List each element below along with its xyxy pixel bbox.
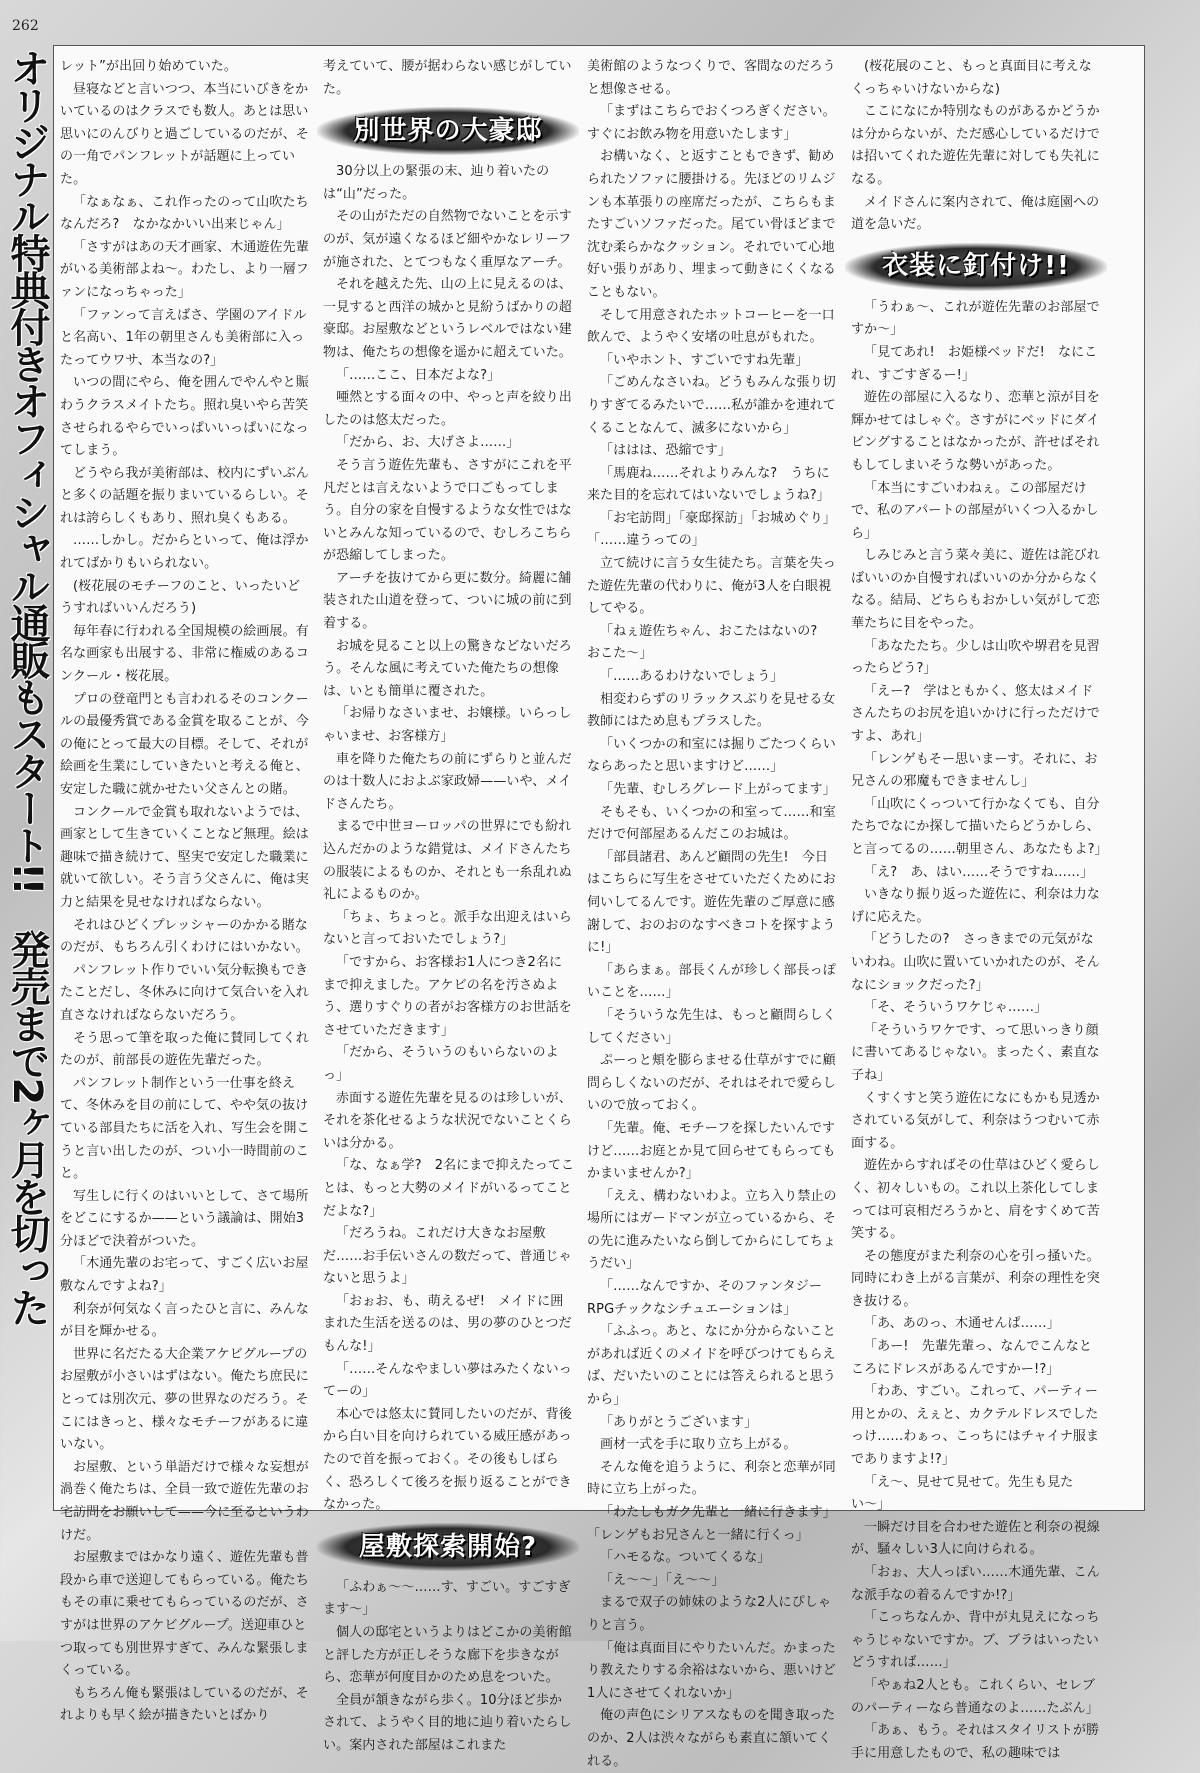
paragraph: 「いやホント、すごいですね先輩」 (600, 352, 809, 368)
paragraph: お城を見ること以上の驚きなどないだろう。そんな風に考えていた俺たちの想像は、いとも簡単に覆された。 (323, 638, 572, 699)
paragraph: そして用意されたホットコーヒーを一口飲んで、ようやく安堵の吐息がもれた。 (587, 307, 835, 346)
paragraph: 「あ、あのっ、木通せんぱ……」 (864, 1316, 1060, 1332)
section-heading: 衣装に釘付け!! (845, 243, 1107, 291)
paragraph: お屋敷、という単語だけで様々な妄想が渦巻く俺たちは、全員一致で遊佐先輩のお宅訪問をお願いして——今に至るというわけだ。 (60, 1459, 309, 1543)
paragraph: 30分以上の緊張の末、辿り着いたのは“山”だった。 (323, 164, 550, 202)
paragraph: プロの登竜門とも言われるそのコンクールの最優秀賞である金賞を取ることが、今の俺にとって最大の目標。そして、それが絵画を生業にしていきたいと考える俺と、安定した職に就かせたい父さんとの賭。 (60, 691, 309, 797)
paragraph: 「ですから、お客様お1人につき2名にまで抑えました。アケビの名を汚さぬよう、選りすぐりの者がお客様方のお世話をさせていただきます」 (323, 954, 572, 1038)
paragraph: 「俺は真面目にやりたいんだ。かまったり教えたりする余裕はないから、悪いけど1人にさせてくれないか」 (587, 1640, 836, 1701)
paragraph: 「馬鹿ね……それよりみんな? うちに来た目的を忘れてはいないでしょうね?」 (587, 465, 830, 504)
paragraph: 「なぁなぁ、これ作ったのって山吹たちなんだろ? なかなかいい出来じゃん」 (60, 194, 309, 233)
paragraph: 「うわぁ〜、これが遊佐先輩のお部屋ですか〜」 (851, 299, 1100, 338)
paragraph: メイドさんに案内されて、俺は庭園への道を急いだ。 (851, 194, 1100, 233)
section-heading: 屋敷探索開始? (317, 1523, 579, 1571)
paragraph: 「そういうな先生は、もっと顧問らしくしてください」 (587, 1007, 836, 1046)
paragraph: 「ありがとうございます」 (600, 1414, 758, 1430)
paragraph: お構いなく、と返すこともできず、勧められたソファに腰掛ける。先ほどのリムジンも本革張りの座席だったが、こちらもまたすごいソファだった。尾てい骨ほどまで沈む柔らかなクッション。それでいて心地好い張りがあり、埋まって動きにくくなることもない。 (587, 149, 836, 300)
paragraph: (桜花展のモチーフのこと、いったいどうすればいいんだろう) (60, 578, 301, 617)
paragraph: 「……なんですか、そのファンタジーRPGチックなシチュエーションは」 (587, 1279, 822, 1317)
paragraph: 「おぉお、も、萌えるぜ! メイドに囲まれた生活を送るのは、男の夢のひとつだもんな!」 (323, 1293, 572, 1355)
paragraph: それを越えた先、山の上に見えるのは、一見すると西洋の城かと見紛うばかりの超豪邸。お屋敷などというレベルではない建物は、俺たちの想像を遥かに超えていた。 (323, 277, 572, 360)
paragraph: まるで双子の姉妹のような2人にぴしゃりと言う。 (587, 1595, 831, 1633)
paragraph: 俺の声色にシリアスなものを聞き取ったのか、2人は渋々ながらも素直に頷いてくれる。 (587, 1708, 836, 1769)
paragraph: 「そ、そういうワケじゃ……」 (864, 1000, 1048, 1016)
paragraph: 「え〜、見せて見せて。先生も見たい〜」 (851, 1474, 1074, 1513)
paragraph: 車を降りた俺たちの前にずらりと並んだのは十数人におよぶ家政婦——いや、メイドさんたち。 (323, 751, 572, 812)
paragraph: パンフレット制作という一仕事を終えて、冬休みを目の前にして、やや気の抜けている部員たちに活を入れ、写生会を開こうと言い出したのが、つい小一時間前のこと。 (60, 1075, 310, 1182)
paragraph: 「だから、お、大げさよ……」 (336, 435, 520, 451)
paragraph: くすくすと笑う遊佐になにもかも見透かされている気がして、利奈はうつむいて赤面する。 (851, 1090, 1100, 1151)
article-frame (53, 45, 1145, 1769)
paragraph: ここになにか特別なものがあるかどうかは分からないが、ただ感心しているだけでは招いてくれた遊佐先輩に対しても失礼になる。 (851, 104, 1100, 187)
paragraph: まるで中世ヨーロッパの世界にでも紛れ込んだかのような錯覚は、メイドさんたちの服装によるものか、それとも一糸乱れぬ礼によるものか。 (323, 819, 572, 903)
paragraph: 「お宅訪問」「豪邸探訪」「お城めぐり」「……違うっての」 (587, 510, 836, 549)
paragraph: 本心では悠太に賛同したいのだが、背後から白い目を向けられている威圧感があったので首を振っておく。その後もしばらく、恐ろしくて後ろを振り返ることができなかった。 (323, 1406, 572, 1513)
paragraph: 「ちょ、ちょっと。派手な出迎えはいらないと言っておいたでしょう?」 (323, 909, 572, 948)
paragraph: 写生しに行くのはいいとして、さて場所をどこにするか——という議論は、開始3分ほどで決着がついた。 (60, 1188, 309, 1249)
paragraph: 「え〜〜」「え〜〜」 (600, 1572, 725, 1588)
paragraph: 立て続けに言う女生徒たち。言葉を失った遊佐先輩の代わりに、俺が3人を白眼視してやる。 (587, 556, 836, 617)
paragraph: ぷーっと頬を膨らませる仕草がすでに顧問らしくないのだが、それはそれで愛らしいので放っておく。 (587, 1053, 836, 1114)
paragraph: 「……ここ、日本だよな?」 (336, 367, 501, 383)
paragraph: 個人の邸宅というよりはどこかの美術館と評した方が正しそうな廊下を歩きながら、恋華が何度目かのため息をついた。 (323, 1625, 572, 1686)
paragraph: (桜花展のこと、もっと真面目に考えなくっちゃいけないからな) (851, 59, 1092, 97)
paragraph: 「ははは、恐縮です」 (600, 443, 732, 459)
paragraph: 「ファンって言えばさ、学園のアイドルと名高い、1年の朝里さんも美術部に入ったってウワサ、本当なの?」 (60, 307, 307, 368)
paragraph: しみじみと言う菜々美に、遊佐は詫びればいいのか自慢すればいいのか分からなくなる。結局、どちらもおかしい気がして恋華たちに目をやった。 (851, 548, 1100, 632)
paragraph: 「おぉ、大人っぽい……木通先輩、こんな派手なの着るんですか!?」 (851, 1565, 1100, 1603)
paragraph: いつの間にやら、俺を囲んでやんやと賑わうクラスメイトたち。照れ臭いやら苦笑させられるやらでいっぱいいっぱいになってしまう。 (60, 375, 309, 459)
paragraph: 昼寝などと言いつつ、本当にいびきをかいているのはクラスでも数人。あとは思い思いにのんびりと過ごしているのだが、その一角でパンフレットが話題に上っていた。 (60, 81, 309, 187)
paragraph: 世界に名だたる大企業アケビグループのお屋敷が小さいはずはない。俺たち庶民にとっては別次元、夢の世界なのだろう。そこにはきっと、様々なモチーフがあるに違いない。 (60, 1346, 309, 1453)
paragraph: 美術館のようなつくりで、客間なのだろうと想像させる。 (587, 59, 836, 97)
paragraph: 「どうしたの? さっきまでの元気がないわね。山吹に置いていかれたのが、そんなにショックだった?」 (851, 932, 1100, 993)
paragraph: 「あらまぁ。部長くんが珍しく部長っぽいことを……」 (587, 962, 836, 1001)
paragraph: 「ふわぁ〜〜……す、すごい。すごすぎます〜」 (323, 1579, 571, 1618)
paragraph: 「山吹にくっついて行かなくても、自分たちでなにか探して描いたらどうかしら、と言ってるの……朝里さん、あなたもよ?」 (851, 796, 1108, 857)
paragraph: その山がただの自然物でないことを示すのが、気が遠くなるほど細やかなレリーフが施された、とてつもなく重厚なアーチ。 (323, 209, 572, 270)
paragraph: 「ええ、構わないわよ。立ち入り禁止の場所にはガードマンが立っているから、その先に進みたいなら倒してからにしてちょうだい」 (587, 1188, 837, 1272)
paragraph: 「さすがはあの天才画家、木通遊佐先輩がいる美術部よね〜。わたし、より一層ファンになっちゃった」 (60, 239, 309, 300)
paragraph: 「そういうワケです、って思いっきり顔に書いてあるじゃない。まったく、素直な子ね」 (851, 1022, 1100, 1083)
paragraph: 毎年春に行われる全国規模の絵画展。有名な画家も出展する、非常に権威のあるコンクール・桜花展。 (60, 623, 309, 685)
paragraph: 「いくつかの和室には掘りごたつくらいならあったと思いますけど……」 (587, 736, 836, 775)
paragraph: 「まずはこちらでおくつろぎください。すぐにお飲み物を用意いたします」 (587, 104, 836, 142)
paragraph: 「わあ、すごい。これって、パーティー用とかの、えぇと、カクテルドレスでしたっけ……わぁっ、こっちにはチャイナ服までありますよ!?」 (851, 1384, 1100, 1468)
paragraph: 赤面する遊佐先輩を見るのは珍しいが、それを茶化せるような状況でないことくらいは分かる。 (323, 1090, 572, 1151)
paragraph: 「お帰りなさいませ、お嬢様。いらっしゃいませ、お客様方」 (323, 706, 572, 745)
text-column-2 (323, 56, 575, 1758)
paragraph: 遊佐からすればその仕草はひどく愛らしく、初々しいもの。これ以上茶化してしまっては可哀相だろうかと、肩をすくめて苦笑する。 (851, 1158, 1100, 1242)
text-column-1 (60, 56, 312, 1728)
page-number: 262 (12, 18, 39, 34)
paragraph: 画材一式を手に取り立ち上がる。 (600, 1437, 797, 1453)
paragraph: レット”が出回り始めていた。 (60, 59, 238, 74)
paragraph: パンフレット作りでいい気分転換もできたことだし、冬休みに向けて気合いを入れ直さなければならないだろう。 (60, 962, 309, 1023)
paragraph: 「え? あ、はい……そうですね……」 (864, 864, 1094, 880)
paragraph: 考えていて、腰が据わらない感じがしていた。 (323, 59, 572, 97)
paragraph: 「だろうね。これだけ大きなお屋敷だ……お手伝いさんの数だって、普通じゃないと思うよ」 (323, 1226, 572, 1287)
paragraph: お屋敷まではかなり遠く、遊佐先輩も普段から車で送迎してもらっている。俺たちもその車に乗せてもらっているのだが、さすがは世界のアケビグループ。送迎車ひとつ取っても別世界すぎて、みんな緊張しまくっている。 (60, 1550, 309, 1679)
paragraph: いきなり振り返った遊佐に、利奈は力なげに応えた。 (851, 887, 1100, 925)
paragraph: 「レンゲもそー思いまーす。それに、お兄さんの邪魔もできませんし」 (851, 751, 1098, 790)
paragraph: そんな俺を追うように、利奈と恋華が同時に立ち上がった。 (587, 1459, 836, 1498)
paragraph: その態度がまた利奈の心を引っ掻いた。同時にわき上がる言葉が、利奈の理性を突き抜ける。 (851, 1248, 1100, 1309)
section-heading: 別世界の大豪邸 (317, 107, 579, 155)
paragraph: 相変わらずのリラックスぶりを見せる女教師にはため息もプラスした。 (587, 691, 836, 730)
paragraph: 「ハモるな。ついてくるな」 (600, 1550, 771, 1566)
paragraph: もちろん俺も緊張はしているのだが、それよりも早く絵が描きたいとばかり (60, 1685, 309, 1724)
paragraph: アーチを抜けてから更に数分。綺麗に舗装された山道を登って、ついに城の前に到着する。 (323, 570, 572, 632)
paragraph: 「やぁね2人とも。これくらい、セレブのパーティーなら普通なのよ……たぶん」 (851, 1677, 1099, 1716)
paragraph: 「ごめんなさいね。どうもみんな張り切りすぎてるみたいで……私が誰かを連れてくることなんて、滅多にないから」 (587, 375, 836, 436)
paragraph: それはひどくプレッシャーのかかる賭なのだが、もちろん引くわけにはいかない。 (60, 917, 309, 956)
paragraph: 「木通先輩のお宅って、すごく広いお屋敷なんですよね?」 (60, 1256, 309, 1295)
paragraph: 「……あるわけないでしょう」 (600, 669, 784, 685)
paragraph: どうやら我が美術部は、校内にずいぶんと多くの話題を振りまいているらしい。それは誇らしくもあり、照れ臭くもある。 (60, 465, 309, 526)
paragraph: 「先輩。俺、モチーフを探したいんですけど……お庭とか見て回らせてもらってもかまいませんか?」 (587, 1120, 836, 1182)
paragraph: 「あー! 先輩先輩っ、なんでこんなところにドレスがあるんですかー!?」 (851, 1339, 1093, 1377)
paragraph: 「わたしもガク先輩と一緒に行きます」「レンゲもお兄さんと一緒に行くっ」 (587, 1505, 836, 1543)
paragraph: 「ねぇ遊佐ちゃん、おこたはないの? おこた〜」 (587, 623, 831, 662)
paragraph: 「あぁ、もう。それはスタイリストが勝手に用意したもので、私の趣味では (851, 1723, 1100, 1761)
paragraph: 唖然とする面々の中、やっと声を絞り出したのは悠太だった。 (323, 390, 572, 428)
paragraph: 「ふふっ。あと、なにか分からないことがあれば近くのメイドを呼びつけてもらえば、だいたいのことには答えられると思うから」 (587, 1324, 836, 1408)
paragraph: 「本当にすごいわねぇ。この部屋だけで、私のアパートの部屋がいくつ入るかしら」 (851, 480, 1099, 541)
paragraph: 利奈が何気なく言ったひと言に、みんなが目を輝かせる。 (60, 1301, 309, 1340)
paragraph: コンクールで金賞も取れないようでは、画家として生きていくことなど無理。絵は趣味で描き続けて、堅実で安定した職業に就いて欲しい。そう言う父さんに、俺は実力と結果を見せなければならない。 (60, 804, 309, 910)
text-column-4 (851, 56, 1108, 1765)
paragraph: ……しかし。だからといって、俺は浮かれてばかりもいられない。 (60, 533, 309, 572)
paragraph: 「先輩、むしろグレード上がってます」 (600, 782, 836, 797)
paragraph: 「こっちなんか、背中が丸見えになっちゃうじゃないですか。ブ、ブラはいったいどうすれば……」 (851, 1610, 1100, 1671)
paragraph: 「……そんなやましい夢はみたくないってーの」 (323, 1361, 572, 1400)
side-promo-banner: オリジナル特典付きオフィシャル通販もスタート!! 発売まで2ヶ月を切った (4, 48, 50, 1325)
paragraph: 「な、なぁ学? 2名にまで抑えたってことは、もっと大勢のメイドがいるってことだよな?」 (323, 1158, 575, 1219)
text-column-3 (587, 56, 839, 1773)
paragraph: 「だから、そういうのもいらないのよっ」 (323, 1045, 559, 1083)
paragraph: 「えー? 学はともかく、悠太はメイドさんたちのお尻を追いかけに行っただけですよ、あれ」 (851, 683, 1100, 745)
paragraph: 遊佐の部屋に入るなり、恋華と涼が目を輝かせてはしゃぐ。さすがにベッドにダイビングすることはなかったが、許せばそれもしてしまいそうな勢いがあった。 (851, 390, 1100, 473)
paragraph: そもそも、いくつかの和室って……和室だけで何部屋あるんだこのお城は。 (587, 804, 836, 843)
paragraph: 「あなたたち。少しは山吹や堺君を見習ったらどう?」 (851, 638, 1100, 677)
paragraph: 「部員諸君、あんど顧問の先生! 今日はこちらに写生をさせていただくためにお伺いしてるんです。遊佐先輩のご厚意に感謝して、おのおのなすべきコトを探すように!」 (587, 849, 836, 956)
paragraph: 一瞬だけ目を合わせた遊佐と利奈の視線が、騒々しい3人に向けられる。 (851, 1519, 1100, 1558)
paragraph: 「見てあれ! お姫様ベッドだ! なにこれ、すごすぎるー!」 (851, 344, 1098, 383)
paragraph: そう思って筆を取った俺に賛同してくれたのが、前部長の遊佐先輩だった。 (60, 1030, 309, 1069)
paragraph: そう言う遊佐先輩も、さすがにこれを平凡だとは言えないようで口ごもってしまう。自分の家を自慢するような女性ではないとみんな知っているので、むしろこちらが恐縮してしまった。 (323, 457, 572, 564)
paragraph: 全員が頷きながら歩く。10分ほど歩かされて、ようやく目的地に辿り着いたらしい。案内された部屋はこれまた (323, 1692, 572, 1753)
